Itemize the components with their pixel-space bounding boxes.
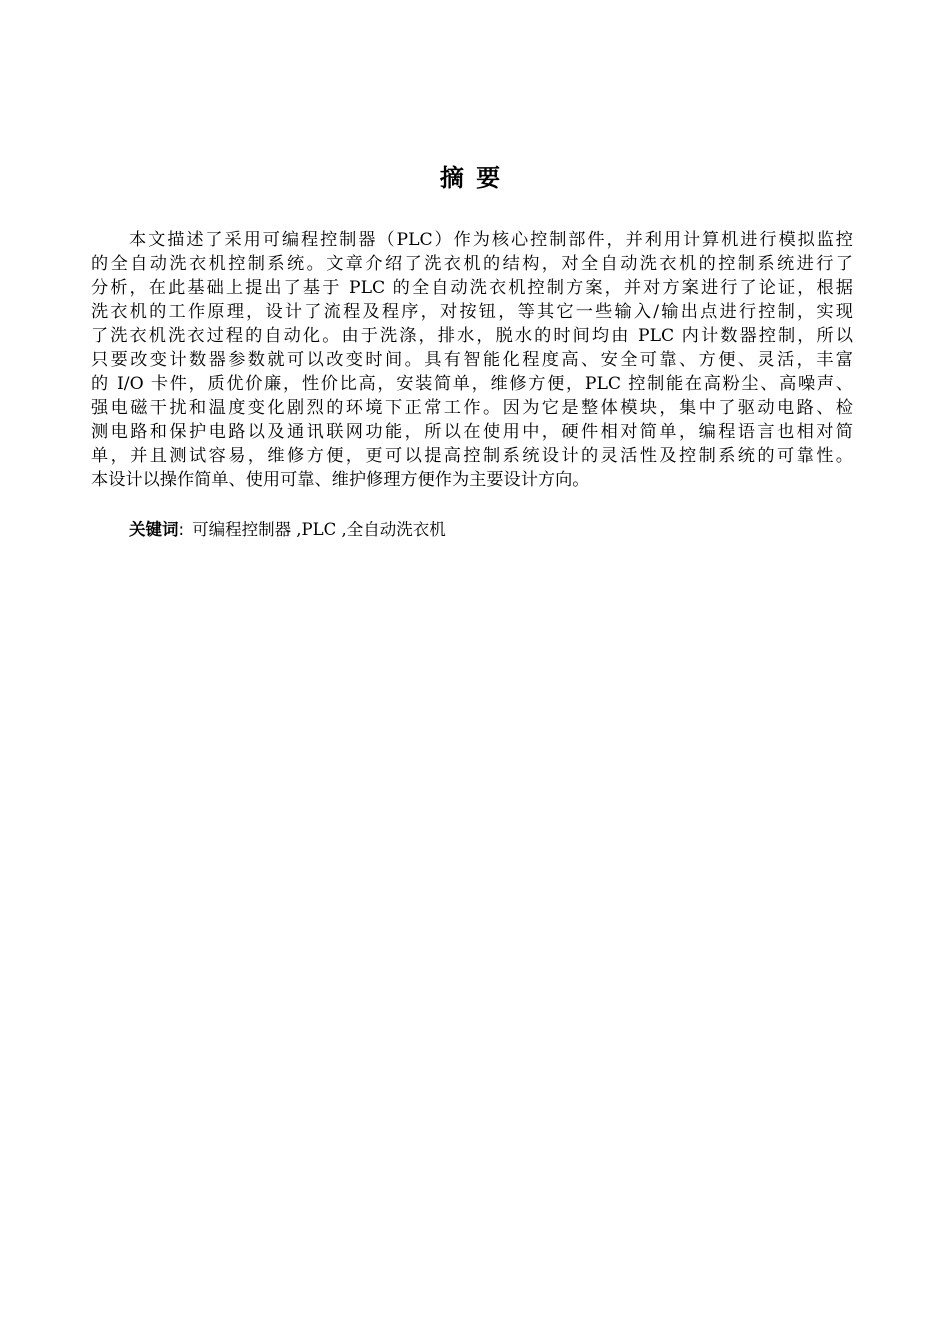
abstract-title: 摘 要	[439, 164, 503, 192]
abstract-line: 本设计以操作简单、使用可靠、维护修理方便作为主要设计方向。	[91, 470, 590, 490]
abstract-line: 本文描述了采用可编程控制器（PLC）作为核心控制部件，并利用计算机进行模拟监控	[129, 230, 853, 250]
abstract-line: 洗衣机的工作原理，设计了流程及程序，对按钮，等其它一些输入/输出点进行控制，实现	[91, 302, 853, 322]
abstract-line: 强电磁干扰和温度变化剧烈的环境下正常工作。因为它是整体模块，集中了驱动电路、检	[91, 398, 853, 418]
abstract-body	[91, 228, 853, 492]
keywords-text: 可编程控制器 ,PLC ,全自动洗衣机	[192, 520, 446, 539]
abstract-line: 分析，在此基础上提出了基于 PLC 的全自动洗衣机控制方案，并对方案进行了论证，根据	[91, 278, 853, 298]
abstract-line: 的全自动洗衣机控制系统。文章介绍了洗衣机的结构，对全自动洗衣机的控制系统进行了	[91, 254, 853, 274]
keywords-line	[129, 518, 446, 542]
keywords-label: 关键词	[129, 520, 179, 539]
abstract-line: 只要改变计数器参数就可以改变时间。具有智能化程度高、安全可靠、方便、灵活，丰富	[91, 350, 853, 370]
keywords-separator: :	[178, 520, 185, 539]
abstract-line: 的 I/O 卡件，质优价廉，性价比高，安装简单，维修方便，PLC 控制能在高粉尘、高噪声、	[91, 374, 853, 394]
abstract-line: 测电路和保护电路以及通讯联网功能，所以在使用中，硬件相对简单，编程语言也相对简	[91, 422, 853, 442]
abstract-line: 单，并且测试容易，维修方便，更可以提高控制系统设计的灵活性及控制系统的可靠性。	[91, 446, 853, 466]
abstract-line: 了洗衣机洗衣过程的自动化。由于洗涤，排水，脱水的时间均由 PLC 内计数器控制，所以	[91, 326, 853, 346]
